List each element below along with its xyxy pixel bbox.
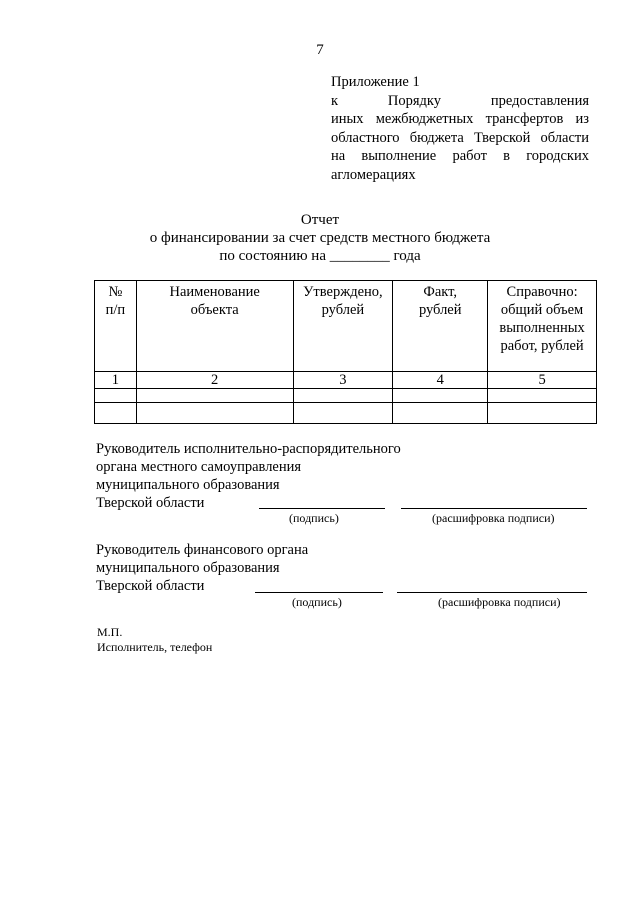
table-cell [95,389,137,403]
column-number: 2 [136,372,293,389]
column-number: 5 [488,372,597,389]
table-cell [95,403,137,424]
signature-line-text: органа местного самоуправления [96,459,302,475]
table-cell [488,403,597,424]
report-subtitle: о финансировании за счет средств местного бюджета [149,230,491,246]
signature-caption: (подпись) [292,595,342,609]
table-header-cell [136,281,293,372]
table-header-cell [393,281,488,372]
report-title: Отчет [300,212,340,228]
stamp-placeholder: М.П. [97,625,123,639]
table-row [95,372,597,389]
table-cell [488,389,597,403]
table-header-row [95,281,597,372]
header-number: № п/п [105,284,126,318]
report-table [94,280,597,424]
appendix-line: на выполнение работ в городских [331,148,589,164]
decode-caption: (расшифровка подписи) [438,595,561,609]
table-cell [293,403,393,424]
signature-block-finance [96,541,308,595]
appendix-line: иных межбюджетных трансфертов из [331,111,589,127]
signature-line-text: муниципального образования [96,477,280,493]
column-number: 4 [393,372,488,389]
page-number: 7 [316,42,324,58]
decode-underline [397,592,587,593]
executor-phone: Исполнитель, телефон [97,640,213,654]
decode-caption: (расшифровка подписи) [432,511,555,525]
table-row [95,403,597,424]
column-number: 3 [293,372,393,389]
table-header-cell [95,281,137,372]
table-cell [293,389,393,403]
table-row [95,389,597,403]
header-reference: Справочно: общий объем выполненных работ, рублей [499,284,585,354]
table-cell [393,403,488,424]
table-cell [136,403,293,424]
header-approved: Утверждено, рублей [303,284,383,318]
signature-line-text: Руководитель исполнительно-распорядительного [96,441,401,457]
decode-underline [401,508,587,509]
appendix-block [331,73,589,184]
signature-block-executive [96,440,401,512]
signature-underline [259,508,385,509]
signature-line-text: Тверской области [96,578,205,594]
appendix-line: агломерациях [331,166,416,183]
column-number: 1 [95,372,137,389]
header-fact: Факт, рублей [418,284,462,318]
header-object-name: Наименование объекта [169,284,260,318]
report-date-line: по состоянию на ________ года [219,248,421,264]
appendix-line: к Порядку предоставления [331,92,589,109]
signature-line-text: Тверской области [96,495,205,511]
signature-line-text: Руководитель финансового органа [96,542,309,558]
table-header-cell [293,281,393,372]
signature-underline [255,592,383,593]
appendix-line: Приложение 1 [331,74,420,90]
table-header-cell [488,281,597,372]
table-cell [136,389,293,403]
appendix-line: областного бюджета Тверской области [331,129,589,146]
signature-caption: (подпись) [289,511,339,525]
signature-line-text: муниципального образования [96,560,280,576]
table-cell [393,389,488,403]
